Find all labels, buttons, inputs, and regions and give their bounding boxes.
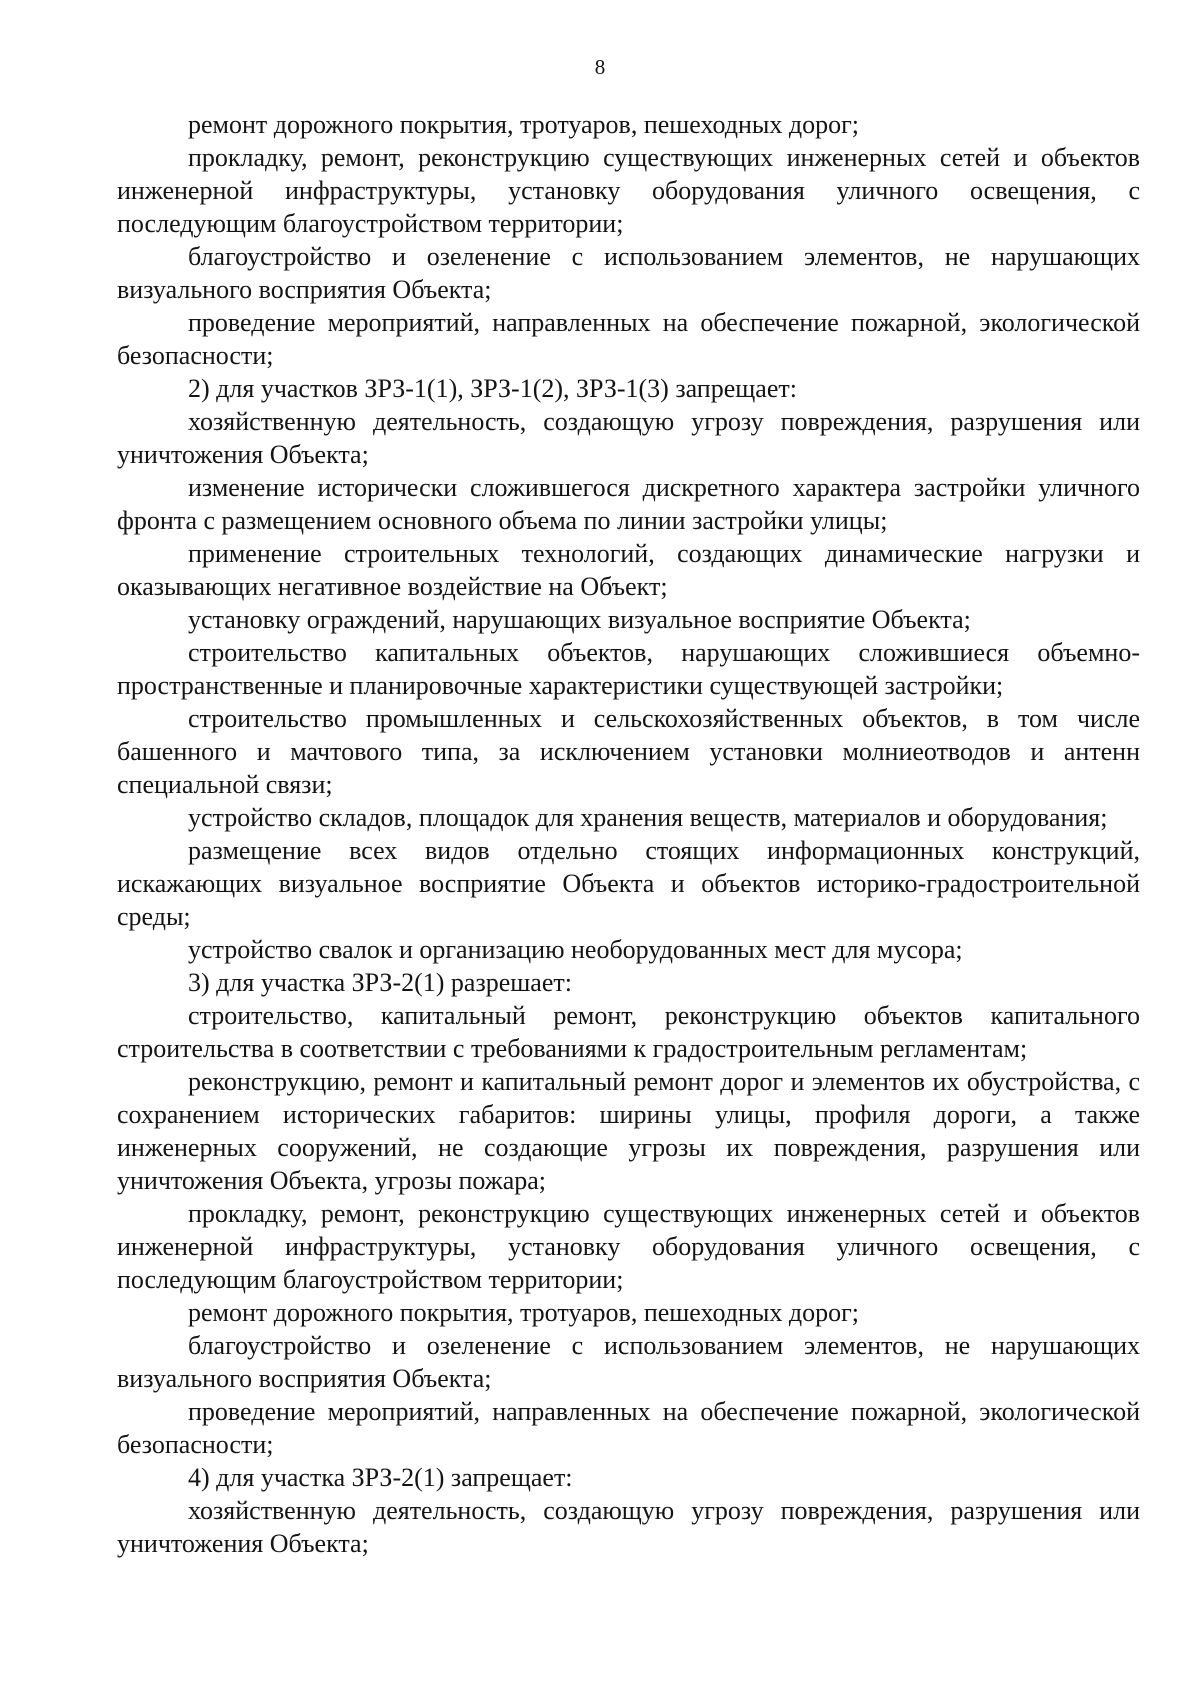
paragraph: применение строительных технологий, создающих динамические нагрузки и оказывающих негативное воздействие на Объект; [117,539,1140,601]
paragraph: строительство, капитальный ремонт, реконструкцию объектов капитального строительства в соответствии с требованиями к градостроительным регламентам; [117,1001,1140,1063]
list-item-heading: 4) для участка ЗРЗ-2(1) запрещает: [188,1463,573,1492]
paragraph: прокладку, ремонт, реконструкцию существующих инженерных сетей и объектов инженерной инфраструктуры, установку оборудования уличного освещения, с последующим благоустройством территории; [117,143,1140,238]
paragraph: хозяйственную деятельность, создающую угрозу повреждения, разрушения или уничтожения Объекта; [117,1496,1140,1558]
paragraph: строительство промышленных и сельскохозяйственных объектов, в том числе башенного и мачтового типа, за исключением установки молниеотводов и антенн специальной связи; [117,704,1140,799]
page-number: 8 [594,55,606,79]
paragraph: размещение всех видов отдельно стоящих информационных конструкций, искажающих визуальное восприятие Объекта и объектов историко-градостроительной среды; [117,836,1140,931]
paragraph: реконструкцию, ремонт и капитальный ремонт дорог и элементов их обустройства, с сохранением исторических габаритов: ширины улицы, профиля дороги, а также инженерных сооружений, не создающие угрозы их повреждения, разрушения или уничтожения Объекта, угрозы пожара; [117,1067,1140,1195]
paragraph: благоустройство и озеленение с использованием элементов, не нарушающих визуального восприятия Объекта; [117,242,1140,304]
list-item-heading: 2) для участков ЗРЗ-1(1), ЗРЗ-1(2), ЗРЗ-1(3) запрещает: [188,374,797,403]
paragraph: устройство складов, площадок для хранения веществ, материалов и оборудования; [188,803,1108,832]
paragraph: благоустройство и озеленение с использованием элементов, не нарушающих визуального восприятия Объекта; [117,1331,1140,1393]
paragraph: ремонт дорожного покрытия, тротуаров, пешеходных дорог; [188,1298,859,1327]
paragraph: проведение мероприятий, направленных на обеспечение пожарной, экологической безопасности; [117,1397,1140,1459]
paragraph: хозяйственную деятельность, создающую угрозу повреждения, разрушения или уничтожения Объекта; [117,407,1140,469]
paragraph: проведение мероприятий, направленных на обеспечение пожарной, экологической безопасности; [117,308,1140,370]
paragraph: прокладку, ремонт, реконструкцию существующих инженерных сетей и объектов инженерной инфраструктуры, установку оборудования уличного освещения, с последующим благоустройством территории; [117,1199,1140,1294]
document-body [117,108,1140,1560]
paragraph: ремонт дорожного покрытия, тротуаров, пешеходных дорог; [188,110,859,139]
paragraph: изменение исторически сложившегося дискретного характера застройки уличного фронта с размещением основного объема по линии застройки улицы; [117,473,1140,535]
paragraph: установку ограждений, нарушающих визуальное восприятие Объекта; [188,605,971,634]
list-item-heading: 3) для участка ЗРЗ-2(1) разрешает: [188,968,572,997]
paragraph: строительство капитальных объектов, нарушающих сложившиеся объемно-пространственные и планировочные характеристики существующей застройки; [117,638,1140,700]
paragraph: устройство свалок и организацию необорудованных мест для мусора; [188,935,963,964]
